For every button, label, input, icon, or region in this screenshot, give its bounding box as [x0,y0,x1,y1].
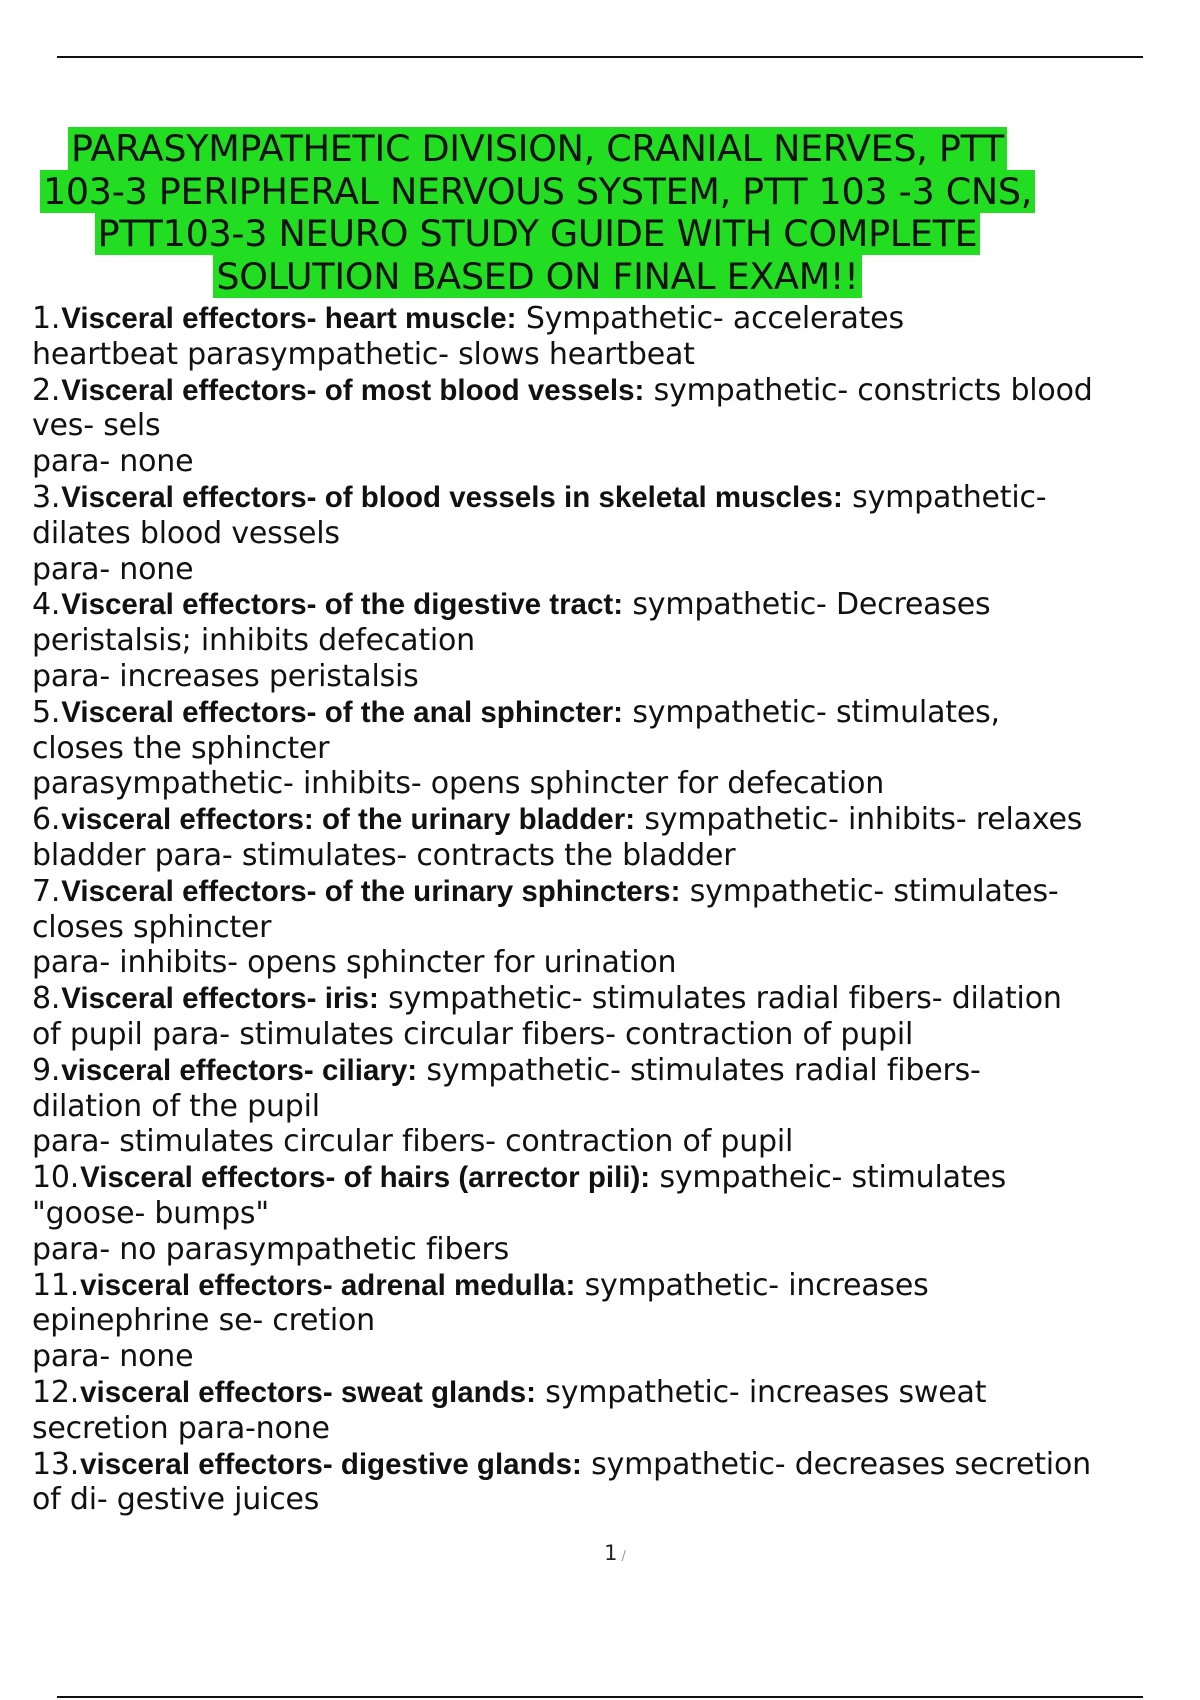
item-first-line [32,1053,1192,1089]
item-continuation-line: closes the sphincter [32,730,330,766]
item-text: sympathetic- inhibits- relaxes [635,802,1083,838]
item-label: Visceral effectors- of the digestive tract: [61,588,624,622]
list-item [32,480,1192,587]
item-continuation-line: closes sphincter [32,909,272,945]
title-line [0,256,1075,299]
item-continuation-line: epinephrine se- cretion [32,1303,375,1339]
item-text: sympathetic- stimulates radial fibers- [417,1052,981,1088]
title-line [0,171,1075,214]
item-text: sympatheic- stimulates [650,1160,1007,1196]
item-continuation-line: heartbeat parasympathetic- slows heartbeat [32,336,695,372]
item-number: 5. [32,694,61,730]
item-text: Sympathetic- accelerates [516,301,904,336]
item-continuation-line: dilates blood vessels [32,515,340,551]
item-number: 1. [32,301,61,336]
item-first-line [32,301,1192,337]
item-continuation-line: "goose- bumps" [32,1195,269,1231]
item-number: 2. [32,372,61,408]
study-guide-list [32,301,1192,1518]
item-text: sympathetic- stimulates- [680,873,1059,909]
item-number: 12. [32,1374,80,1410]
item-label: visceral effectors- sweat glands: [80,1375,536,1409]
item-first-line [32,981,1192,1017]
item-number: 9. [32,1052,61,1088]
item-number: 11. [32,1267,80,1303]
title-line-text: PTT103-3 NEURO STUDY GUIDE WITH COMPLETE [95,212,981,255]
item-number: 8. [32,981,61,1017]
item-text: sympathetic- increases sweat [535,1374,987,1410]
item-continuation-line: para- inhibits- opens sphincter for urination [32,945,677,981]
list-item [32,1447,1192,1519]
list-item [32,301,1192,373]
item-label: Visceral effectors- iris: [61,982,379,1016]
item-first-line [32,1447,1192,1483]
list-item [32,373,1192,480]
item-continuation-line: of di- gestive juices [32,1482,320,1518]
list-item [32,587,1192,694]
title-line-text: PARASYMPATHETIC DIVISION, CRANIAL NERVES, PTT [68,127,1007,170]
page-number-suffix: / [621,1549,626,1564]
item-continuation-line: para- stimulates circular fibers- contraction of pupil [32,1124,794,1160]
list-item [32,1053,1192,1160]
list-item [32,1160,1192,1267]
item-text: sympathetic- stimulates radial fibers- dilation [378,981,1062,1017]
item-text: sympathetic- [842,479,1047,515]
document-title [0,128,1075,298]
item-label: Visceral effectors- of most blood vessels: [61,373,645,407]
item-first-line [32,695,1192,731]
item-label: visceral effectors- digestive glands: [80,1447,582,1481]
item-number: 4. [32,587,61,623]
item-continuation-line: of pupil para- stimulates circular fibers- contraction of pupil [32,1016,914,1052]
item-continuation-line: para- none [32,444,194,480]
item-label: Visceral effectors- of the anal sphincter: [61,695,624,729]
item-continuation-line: ves- sels [32,408,161,444]
page-number-value: 1 [604,1541,618,1565]
item-number: 10. [32,1160,80,1196]
item-label: Visceral effectors- of the urinary sphincters: [61,874,681,908]
item-first-line [32,373,1192,409]
item-label: visceral effectors- adrenal medulla: [80,1268,576,1302]
title-line-text: 103-3 PERIPHERAL NERVOUS SYSTEM, PTT 103 -3 CNS, [40,170,1035,213]
item-first-line [32,802,1192,838]
item-continuation-line: para- increases peristalsis [32,658,419,694]
item-continuation-line: bladder para- stimulates- contracts the bladder [32,837,736,873]
item-label: Visceral effectors- heart muscle: [61,302,517,335]
item-first-line [32,587,1192,623]
list-item [32,1268,1192,1375]
item-label: Visceral effectors- of blood vessels in skeletal muscles: [61,480,843,514]
item-first-line [32,1160,1192,1196]
item-continuation-line: parasympathetic- inhibits- opens sphincter for defecation [32,766,885,802]
item-number: 6. [32,802,61,838]
item-first-line [32,874,1192,910]
item-number: 13. [32,1446,80,1482]
item-continuation-line: secretion para-none [32,1410,330,1446]
item-continuation-line: para- no parasympathetic fibers [32,1231,510,1267]
item-text: sympathetic- constricts blood [644,372,1093,408]
item-label: visceral effectors- ciliary: [61,1053,418,1087]
list-item [32,981,1192,1053]
page-number [0,1541,1200,1565]
title-line [0,213,1075,256]
list-item [32,1375,1192,1447]
item-first-line [32,1268,1192,1304]
list-item [32,802,1192,874]
item-continuation-line: dilation of the pupil [32,1088,320,1124]
title-line [0,128,1075,171]
item-continuation-line: peristalsis; inhibits defecation [32,623,475,659]
bottom-rule [57,1696,1143,1698]
item-text: sympathetic- stimulates, [623,694,1000,730]
item-number: 3. [32,479,61,515]
title-line-text: SOLUTION BASED ON FINAL EXAM!! [213,255,861,298]
item-text: sympathetic- increases [575,1267,929,1303]
item-text: sympathetic- Decreases [623,587,991,623]
item-continuation-line: para- none [32,1339,194,1375]
item-label: Visceral effectors- of hairs (arrector pili): [80,1161,651,1195]
item-number: 7. [32,873,61,909]
item-label: visceral effectors: of the urinary bladder: [61,803,636,837]
list-item [32,874,1192,981]
item-first-line [32,480,1192,516]
item-first-line [32,1375,1192,1411]
list-item [32,695,1192,802]
top-rule [57,56,1143,58]
item-continuation-line: para- none [32,551,194,587]
item-text: sympathetic- decreases secretion [581,1446,1091,1482]
